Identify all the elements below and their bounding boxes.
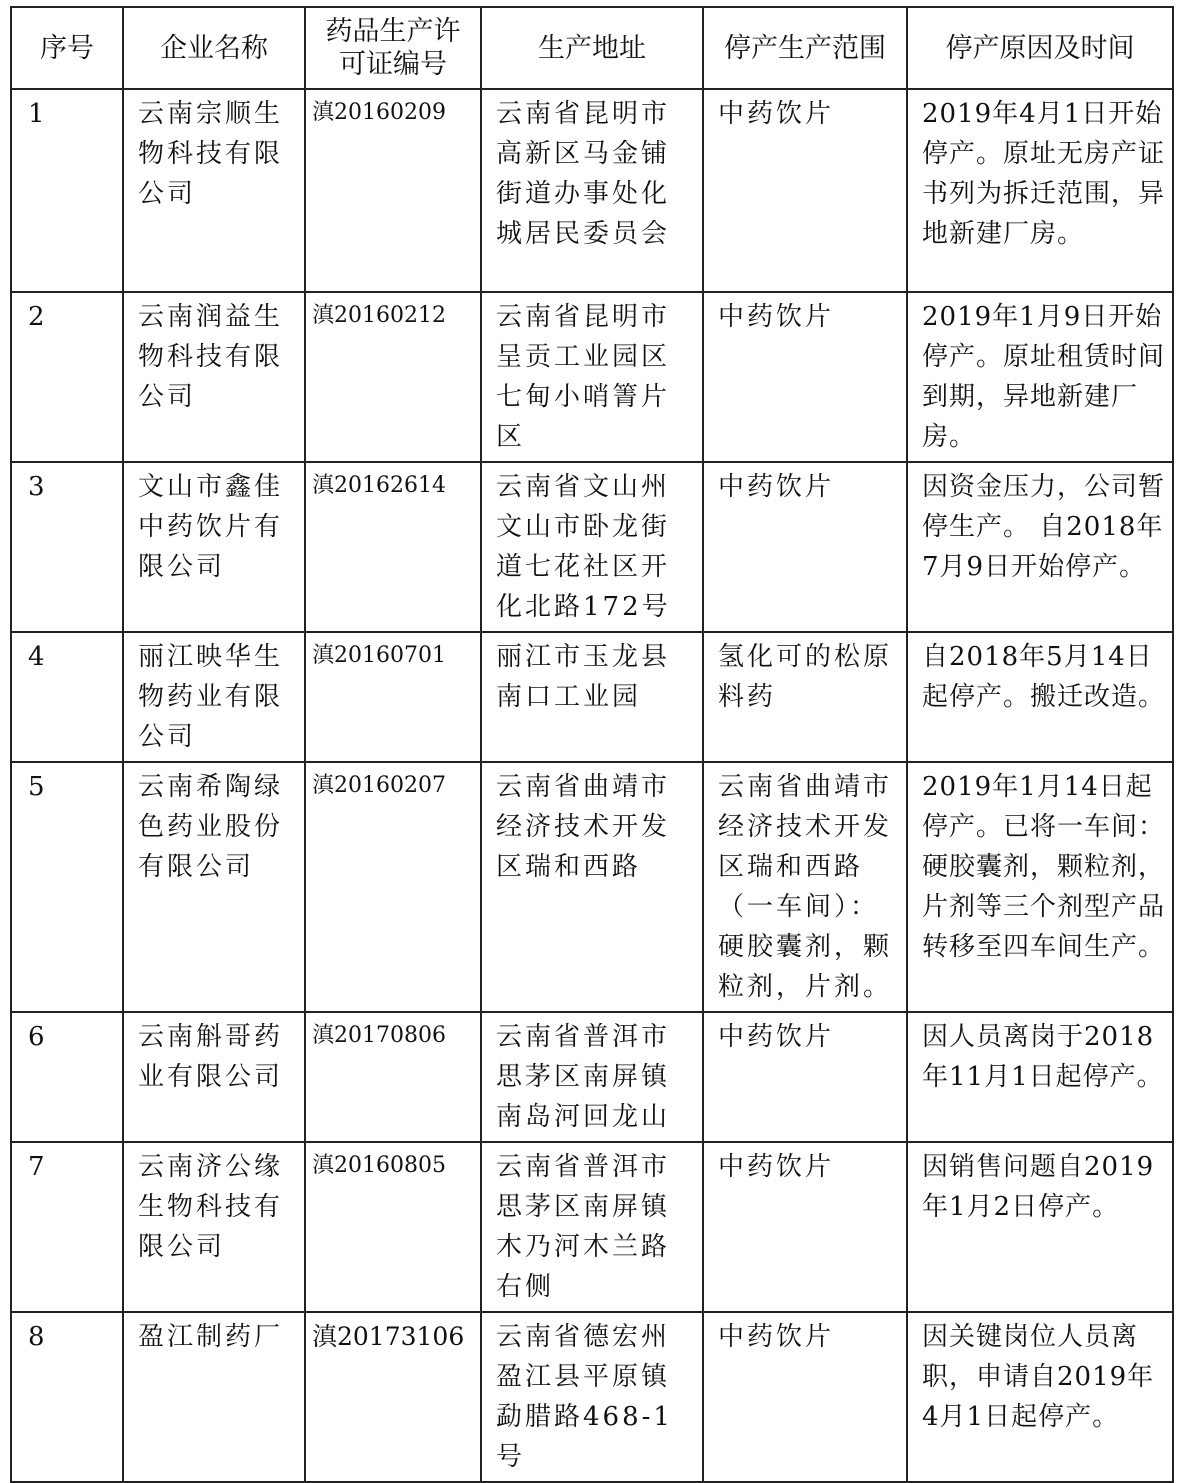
cell-index: 1: [11, 89, 123, 292]
cell-license: 滇20160701: [305, 632, 481, 762]
cell-company: 云南希陶绿色药业股份有限公司: [123, 762, 305, 1012]
header-index: 序号: [11, 7, 123, 89]
cell-reason: 2019年4月1日开始停产。原址无房产证书列为拆迁范围，异地新建厂房。: [907, 89, 1173, 292]
cell-reason: 2019年1月14日起停产。已将一车间：硬胶囊剂，颗粒剂，片剂等三个剂型产品转移至四车间生产。: [907, 762, 1173, 1012]
cell-scope: 中药饮片: [703, 1012, 907, 1142]
cell-reason: 2019年1月9日开始停产。原址租赁时间到期，异地新建厂房。: [907, 292, 1173, 462]
cell-address: 云南省昆明市呈贡工业园区七甸小哨箐片区: [481, 292, 703, 462]
cell-reason: 因销售问题自2019年1月2日停产。: [907, 1142, 1173, 1312]
cell-scope: 中药饮片: [703, 1142, 907, 1312]
cell-scope: 中药饮片: [703, 292, 907, 462]
cell-address: 云南省曲靖市经济技术开发区瑞和西路: [481, 762, 703, 1012]
cell-reason: 因资金压力，公司暂停生产。 自2018年7月9日开始停产。: [907, 462, 1173, 632]
header-row: [11, 7, 1173, 89]
table-row: [11, 632, 1173, 762]
cell-company: 盈江制药厂: [123, 1312, 305, 1482]
cell-address: 云南省文山州文山市卧龙街道七花社区开化北路172号: [481, 462, 703, 632]
header-company: 企业名称: [123, 7, 305, 89]
cell-reason: 因人员离岗于2018年11月1日起停产。: [907, 1012, 1173, 1142]
cell-index: 6: [11, 1012, 123, 1142]
cell-company: 文山市鑫佳中药饮片有限公司: [123, 462, 305, 632]
cell-index: 7: [11, 1142, 123, 1312]
header-license-line1: 药品生产许: [325, 16, 461, 47]
cell-company: 云南斛哥药业有限公司: [123, 1012, 305, 1142]
header-address: 生产地址: [481, 7, 703, 89]
table-row: [11, 1142, 1173, 1312]
cell-scope: 中药饮片: [703, 89, 907, 292]
table-row: [11, 1312, 1173, 1482]
cell-reason: 自2018年5月14日起停产。搬迁改造。: [907, 632, 1173, 762]
cell-index: 4: [11, 632, 123, 762]
cell-company: 云南润益生物科技有限公司: [123, 292, 305, 462]
cell-company: 云南济公缘生物科技有限公司: [123, 1142, 305, 1312]
cell-license: 滇20173106: [305, 1312, 481, 1482]
cell-scope: 中药饮片: [703, 1312, 907, 1482]
cell-license: 滇20160805: [305, 1142, 481, 1312]
table-row: [11, 1012, 1173, 1142]
cell-index: 8: [11, 1312, 123, 1482]
header-reason: 停产原因及时间: [907, 7, 1173, 89]
cell-reason: 因关键岗位人员离职，申请自2019年4月1日起停产。: [907, 1312, 1173, 1482]
cell-license: 滇20170806: [305, 1012, 481, 1142]
table-row: [11, 462, 1173, 632]
cell-address: 云南省昆明市高新区马金铺街道办事处化城居民委员会: [481, 89, 703, 292]
cell-scope: 中药饮片: [703, 462, 907, 632]
cell-company: 云南宗顺生物科技有限公司: [123, 89, 305, 292]
cell-index: 3: [11, 462, 123, 632]
table-row: [11, 292, 1173, 462]
cell-index: 2: [11, 292, 123, 462]
cell-license: 滇20162614: [305, 462, 481, 632]
cell-scope: 氢化可的松原料药: [703, 632, 907, 762]
cell-address: 云南省普洱市思茅区南屏镇木乃河木兰路右侧: [481, 1142, 703, 1312]
header-license-line2: 可证编号: [339, 49, 447, 80]
cell-address: 云南省普洱市思茅区南屏镇南岛河回龙山: [481, 1012, 703, 1142]
cell-license: 滇20160207: [305, 762, 481, 1012]
header-scope: 停产生产范围: [703, 7, 907, 89]
table-row: [11, 762, 1173, 1012]
cell-address: 云南省德宏州盈江县平原镇勐腊路468-1号: [481, 1312, 703, 1482]
cell-license: 滇20160209: [305, 89, 481, 292]
cell-index: 5: [11, 762, 123, 1012]
cell-scope: 云南省曲靖市经济技术开发区瑞和西路（一车间）：硬胶囊剂，颗粒剂，片剂。: [703, 762, 907, 1012]
cell-address: 丽江市玉龙县南口工业园: [481, 632, 703, 762]
cell-company: 丽江映华生物药业有限公司: [123, 632, 305, 762]
header-license: [305, 7, 481, 89]
table-row: [11, 89, 1173, 292]
cell-license: 滇20160212: [305, 292, 481, 462]
suspension-table: [10, 6, 1174, 1483]
